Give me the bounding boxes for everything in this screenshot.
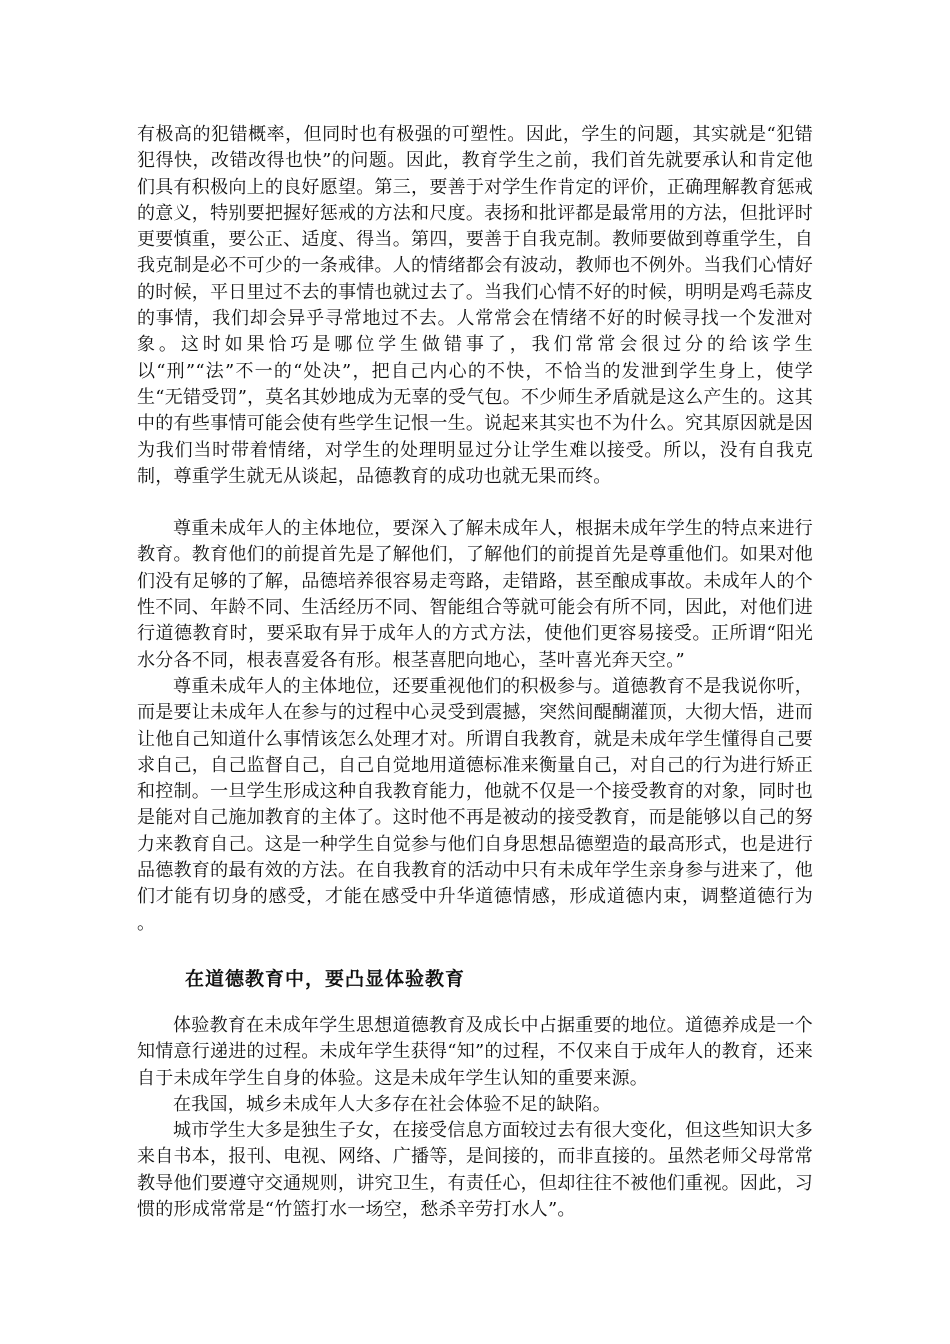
paragraph-active-participation: 尊重未成年人的主体地位，还要重视他们的积极参与。道德教育不是我说你听，而是要让未成年人在参与的过程中心灵受到震撼，突然间醍醐灌顶，大彻大悟，进而让他自己知道什么事情该怎么处理才对。所谓自我教育，就是未成年学生懂得自己要求自己，自己监督自己，自己自觉地用道德标准来衡量自己，对自己的行为进行矫正和控制。一旦学生形成这种自我教育能力，他就不仅是一个接受教育的对象，同时也是能对自己施加教育的主体了。这时他不再是被动的接受教育，而是能够以自己的努力来教育自己。这是一种学生自觉参与他们自身思想品德塑造的最高形式，也是进行品德教育的最有效的方法。在自我教育的活动中只有未成年学生亲身参与进来了，他们才能有切身的感受，才能在感受中升华道德情感，形成道德内束，调整道德行为 。 xyxy=(137,675,813,934)
section-heading: 在道德教育中，要凸显体验教育 xyxy=(185,967,466,990)
paragraph-urban-students: 城市学生大多是独生子女，在接受信息方面较过去有很大变化，但这些知识大多来自书本，报刊、电视、网络、广播等，是间接的，而非直接的。虽然老师父母常常教导他们要遵守交通规则，讲究卫生，有责任心，但却往往不被他们重视。因此，习惯的形成常常是“竹篮打水一场空，愁杀辛劳打水人”。 xyxy=(137,1120,813,1220)
document-body xyxy=(137,122,813,1223)
paragraph-self-control: 有极高的犯错概率，但同时也有极强的可塑性。因此，学生的问题，其实就是“犯错犯得快，改错改得也快”的问题。因此，教育学生之前，我们首先就要承认和肯定他们具有积极向上的良好愿望。第三，要善于对学生作肯定的评价，正确理解教育惩戒的意义，特别要把握好惩戒的方法和尺度。表扬和批评都是最常用的方法，但批评时更要慎重，要公正、适度、得当。第四，要善于自我克制。教师要做到尊重学生，自我克制是必不可少的一条戒律。人的情绪都会有波动，教师也不例外。当我们心情好的时候，平日里过不去的事情也就过去了。当我们心情不好的时候，明明是鸡毛蒜皮的事情，我们却会异乎寻常地过不去。人常常会在情绪不好的时候寻找一个发泄对象。这时如果恰巧是哪位学生做错事了，我们常常会很过分的给该学生以“刑”“法”不一的“处决”，把自己内心的不快，不恰当的发泄到学生身上，使学生“无错受罚”，莫名其妙地成为无辜的受气包。不少师生矛盾就是这么产生的。这其中的有些事情可能会使有些学生记恨一生。说起来其实也不为什么。究其原因就是因为我们当时带着情绪，对学生的处理明显过分让学生难以接受。所以，没有自我克制，尊重学生就无从谈起，品德教育的成功也就无果而终。 xyxy=(137,124,813,487)
paragraph-understand-minors: 尊重未成年人的主体地位，要深入了解未成年人，根据未成年学生的特点来进行教育。教育他们的前提首先是了解他们，了解他们的前提首先是尊重他们。如果对他们没有足够的了解，品德培养很容易走弯路，走错路，甚至酿成事故。未成年人的个性不同、年龄不同、生活经历不同、智能组合等就可能会有所不同，因此，对他们进行道德教育时，要采取有异于成年人的方式方法，使他们更容易接受。正所谓“阳光水分各不同，根表喜爱各有形。根茎喜肥向地心，茎叶喜光奔天空。” xyxy=(137,518,813,671)
paragraph-experience-education: 体验教育在未成年学生思想道德教育及成长中占据重要的地位。道德养成是一个知情意行递进的过程。未成年学生获得“知”的过程，不仅来自于成年人的教育，还来自于未成年学生自身的体验。这是未成年学生认知的重要来源。 xyxy=(137,1014,813,1089)
paragraph-urban-rural-gap: 在我国，城乡未成年人大多存在社会体验不足的缺陷。 xyxy=(173,1093,611,1115)
